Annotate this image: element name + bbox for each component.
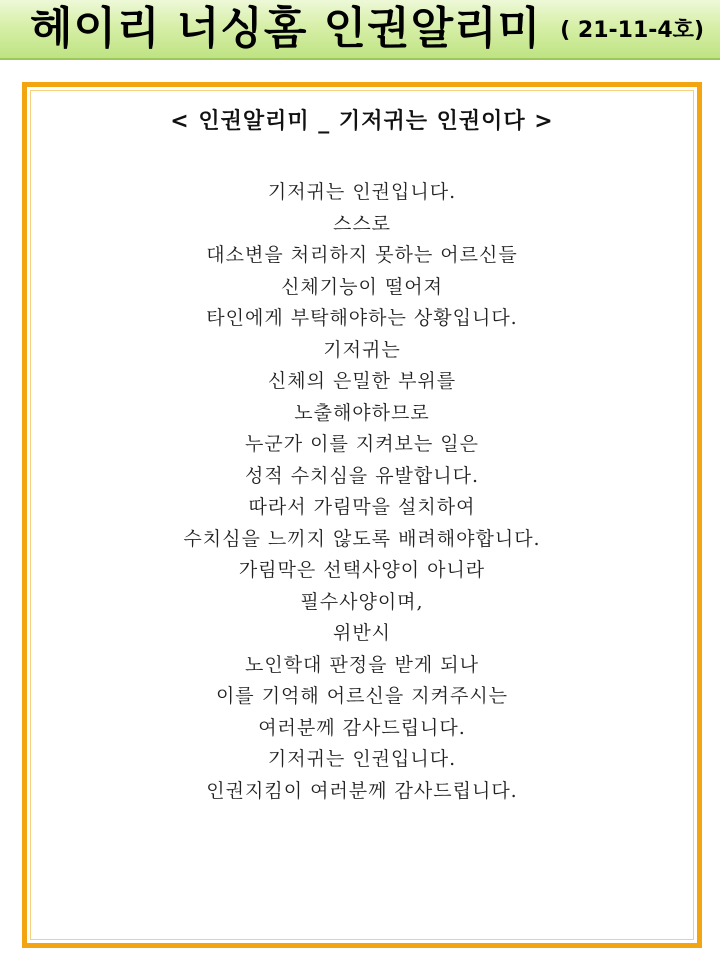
body-line: 노인학대 판정을 받게 되나	[244, 653, 479, 676]
body-line: 노출해야하므로	[294, 401, 430, 424]
body-line: 따라서 가림막을 설치하여	[248, 496, 476, 518]
body-line: 위반시	[332, 622, 392, 644]
body-line: 여러분께 감사드립니다.	[258, 716, 466, 739]
document-heading: < 인권알리미 _ 기저귀는 인권이다 >	[170, 109, 554, 134]
body-line: 필수사양이며,	[300, 590, 424, 613]
banner-title: 헤이리 너싱홈 인권알리미	[30, 3, 542, 54]
document-frame	[22, 82, 702, 948]
body-line: 기저귀는	[323, 338, 401, 361]
body-line: 신체기능이 떨어져	[281, 275, 443, 298]
body-line: 기저귀는 인권입니다.	[267, 181, 457, 203]
body-line: 타인에게 부탁해야하는 상황입니다.	[206, 307, 518, 329]
body-line: 기저귀는 인권입니다.	[267, 748, 457, 770]
message-body	[27, 177, 697, 807]
body-line: 신체의 은밀한 부위를	[267, 370, 457, 392]
body-line: 누군가 이를 지켜보는 일은	[244, 433, 479, 455]
body-line: 인권지킴이 여러분께 감사드립니다.	[206, 779, 518, 802]
body-line: 수치심을 느끼지 않도록 배려해야합니다.	[183, 527, 541, 550]
header-banner	[0, 0, 720, 60]
body-line: 이를 기억해 어르신을 지켜주시는	[215, 685, 509, 707]
issue-number: ( 21-11-4호)	[560, 18, 704, 43]
body-line: 스스로	[332, 212, 392, 235]
body-line: 성적 수치심을 유발합니다.	[244, 464, 479, 487]
body-line: 가림막은 선택사양이 아니라	[238, 559, 486, 581]
body-line: 대소변을 처리하지 못하는 어르신들	[206, 244, 518, 266]
